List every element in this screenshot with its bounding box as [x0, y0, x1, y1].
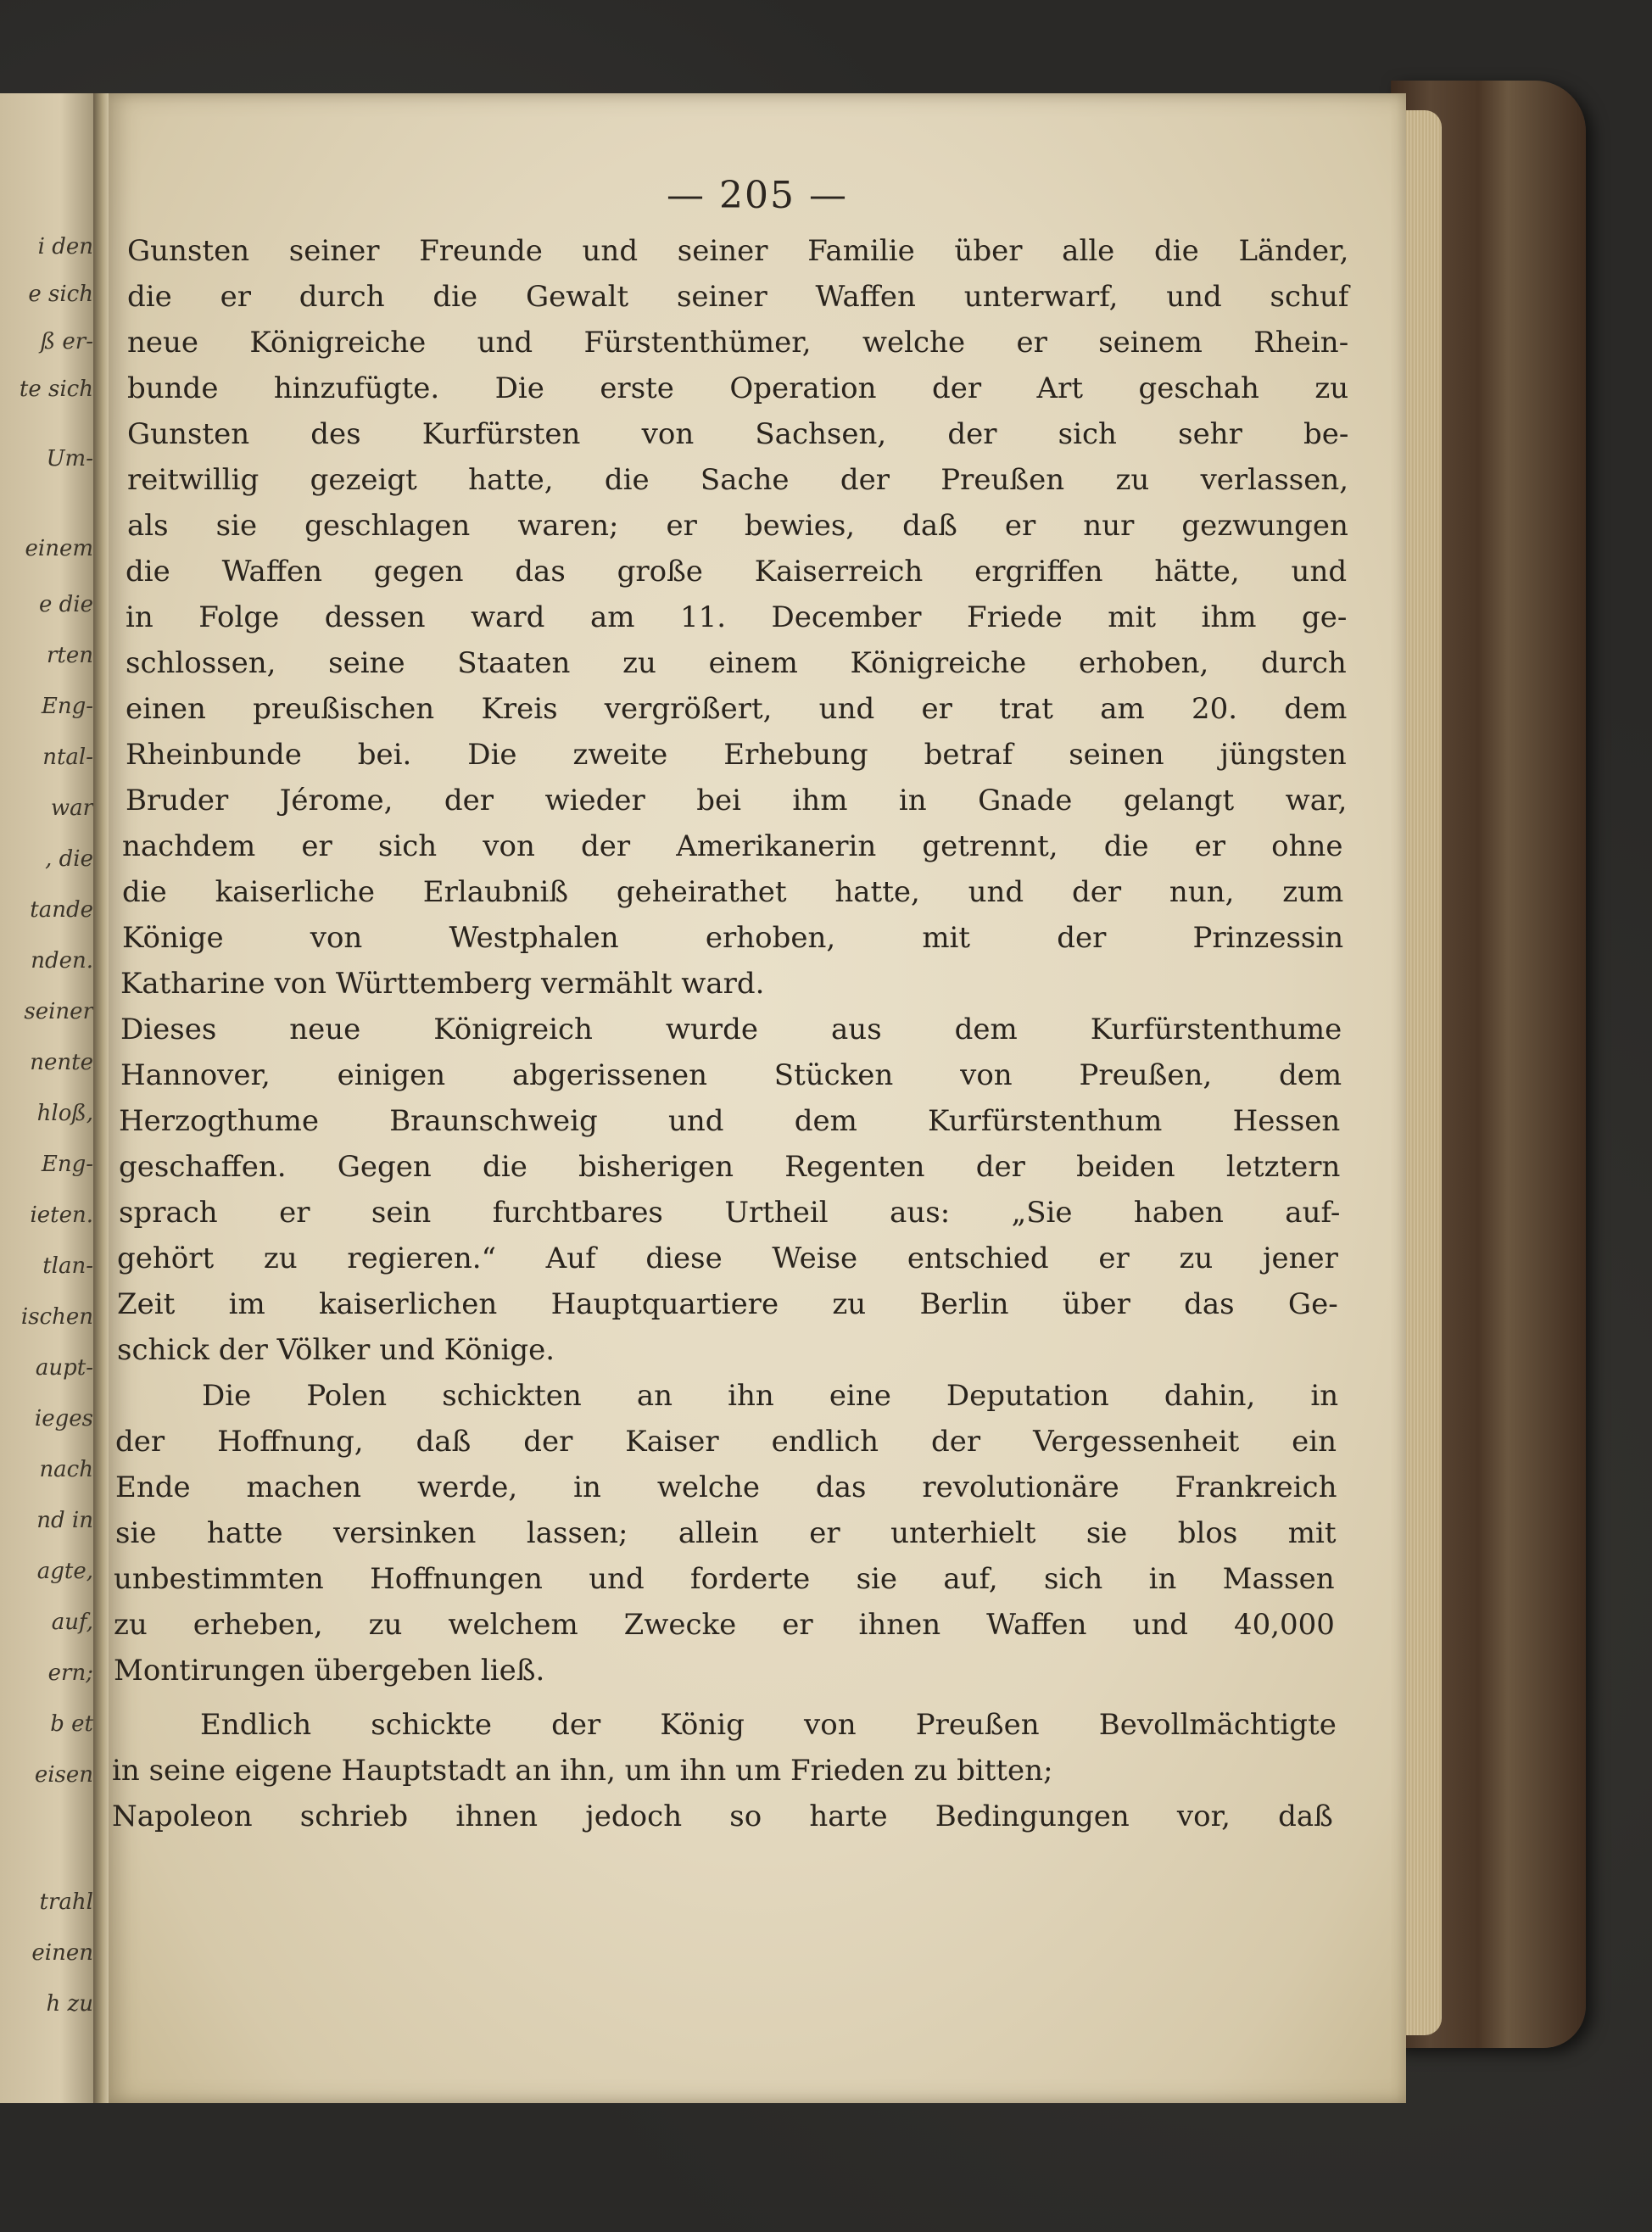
margin-fragment: tande: [30, 897, 93, 923]
margin-fragment: trahl: [39, 1889, 93, 1915]
margin-fragment: tlan-: [42, 1253, 93, 1279]
text-line: Montirungen übergeben ließ.: [114, 1654, 545, 1688]
text-line: Könige von Westphalen erhoben, mit der Prinzessin: [122, 921, 1344, 955]
text-line: schlossen, seine Staaten zu einem Königreiche erhoben, durch: [126, 646, 1347, 680]
text-line: reitwillig gezeigt hatte, die Sache der Preußen zu verlassen,: [127, 463, 1349, 497]
margin-fragment: rten: [46, 643, 93, 668]
text-line: nachdem er sich von der Amerikanerin getrennt, die er ohne: [122, 829, 1343, 863]
margin-fragment: nd in: [36, 1508, 93, 1533]
text-line: bunde hinzufügte. Die erste Operation der Art geschah zu: [127, 371, 1349, 405]
margin-fragment: nach: [39, 1457, 93, 1482]
text-line: Napoleon schrieb ihnen jedoch so harte Bedingungen vor, daß: [112, 1800, 1333, 1833]
text-line: sprach er sein furchtbares Urtheil aus: „Sie haben auf-: [119, 1196, 1341, 1230]
margin-fragment: te sich: [19, 377, 93, 402]
page-number: — 205 —: [667, 174, 848, 217]
margin-fragment: , die: [45, 846, 93, 872]
margin-fragment: ieten.: [30, 1202, 93, 1228]
text-line: Endlich schickte der König von Preußen Bevollmächtigte: [200, 1708, 1337, 1742]
margin-fragment: seiner: [24, 999, 93, 1024]
text-line: als sie geschlagen waren; er bewies, daß er nur gezwungen: [127, 509, 1348, 543]
margin-fragment: i den: [37, 234, 93, 259]
margin-fragment: e sich: [28, 282, 93, 307]
text-line: zu erheben, zu welchem Zwecke er ihnen Waffen und 40,000: [114, 1608, 1335, 1642]
margin-fragment: ß er-: [40, 329, 93, 354]
margin-fragment: e die: [39, 592, 93, 617]
margin-fragment: ischen: [20, 1304, 93, 1330]
text-line: gehört zu regieren.“ Auf diese Weise entschied er zu jener: [117, 1242, 1338, 1275]
margin-fragment: ern;: [47, 1660, 93, 1686]
margin-fragment: einem: [25, 536, 93, 561]
text-line: Dieses neue Königreich wurde aus dem Kurfürstenthume: [120, 1013, 1342, 1046]
text-line: unbestimmten Hoffnungen und forderte sie auf, sich in Massen: [114, 1562, 1335, 1596]
margin-fragment: ntal-: [42, 745, 93, 770]
margin-fragment: Eng-: [41, 694, 93, 719]
text-line: Ende machen werde, in welche das revolutionäre Frankreich: [115, 1470, 1337, 1504]
text-line: Herzogthume Braunschweig und dem Kurfürstenthum Hessen: [119, 1104, 1341, 1138]
margin-fragment: Um-: [46, 446, 93, 472]
margin-fragment: auf,: [51, 1610, 93, 1635]
text-line: die Waffen gegen das große Kaiserreich ergriffen hätte, und: [126, 555, 1348, 589]
text-line: in seine eigene Hauptstadt an ihn, um ihn um Frieden zu bitten;: [112, 1754, 1053, 1788]
margin-fragment: h zu: [46, 1991, 93, 2017]
left-page-fragment: [0, 93, 100, 2103]
margin-fragment: agte,: [36, 1559, 93, 1584]
margin-fragment: ieges: [34, 1406, 93, 1431]
text-line: die er durch die Gewalt seiner Waffen unterwarf, und schuf: [127, 280, 1349, 314]
text-line: Gunsten des Kurfürsten von Sachsen, der sich sehr be-: [127, 417, 1349, 451]
text-line: geschaffen. Gegen die bisherigen Regenten der beiden letztern: [119, 1150, 1341, 1184]
margin-fragment: b et: [50, 1711, 93, 1737]
margin-fragment: Eng-: [41, 1152, 93, 1177]
margin-fragment: eisen: [34, 1762, 93, 1788]
text-line: Die Polen schickten an ihn eine Deputation dahin, in: [202, 1379, 1339, 1413]
text-line: sie hatte versinken lassen; allein er unterhielt sie blos mit: [115, 1516, 1337, 1550]
margin-fragment: aupt-: [35, 1355, 93, 1381]
text-line: der Hoffnung, daß der Kaiser endlich der Vergessenheit ein: [115, 1425, 1337, 1459]
margin-fragment: nden.: [31, 948, 93, 974]
margin-fragment: war: [50, 795, 93, 821]
text-line: die kaiserliche Erlaubniß geheirathet hatte, und der nun, zum: [122, 875, 1344, 909]
text-line: Rheinbunde bei. Die zweite Erhebung betraf seinen jüngsten: [126, 738, 1347, 772]
text-line: Gunsten seiner Freunde und seiner Familie über alle die Länder,: [127, 234, 1349, 268]
text-line: Hannover, einigen abgerissenen Stücken von Preußen, dem: [120, 1058, 1342, 1092]
text-line: einen preußischen Kreis vergrößert, und er trat am 20. dem: [126, 692, 1348, 726]
text-line: Katharine von Württemberg vermählt ward.: [120, 967, 765, 1001]
text-line: schick der Völker und Könige.: [117, 1333, 555, 1367]
right-page: [109, 93, 1406, 2103]
text-line: Bruder Jérome, der wieder bei ihm in Gnade gelangt war,: [126, 784, 1348, 817]
margin-fragment: einen: [31, 1940, 93, 1966]
text-line: in Folge dessen ward am 11. December Friede mit ihm ge-: [126, 600, 1348, 634]
margin-fragment: hloß,: [36, 1101, 93, 1126]
text-line: Zeit im kaiserlichen Hauptquartiere zu Berlin über das Ge-: [117, 1287, 1338, 1321]
text-line: neue Königreiche und Fürstenthümer, welche er seinem Rhein-: [127, 326, 1349, 360]
margin-fragment: nente: [30, 1050, 93, 1075]
